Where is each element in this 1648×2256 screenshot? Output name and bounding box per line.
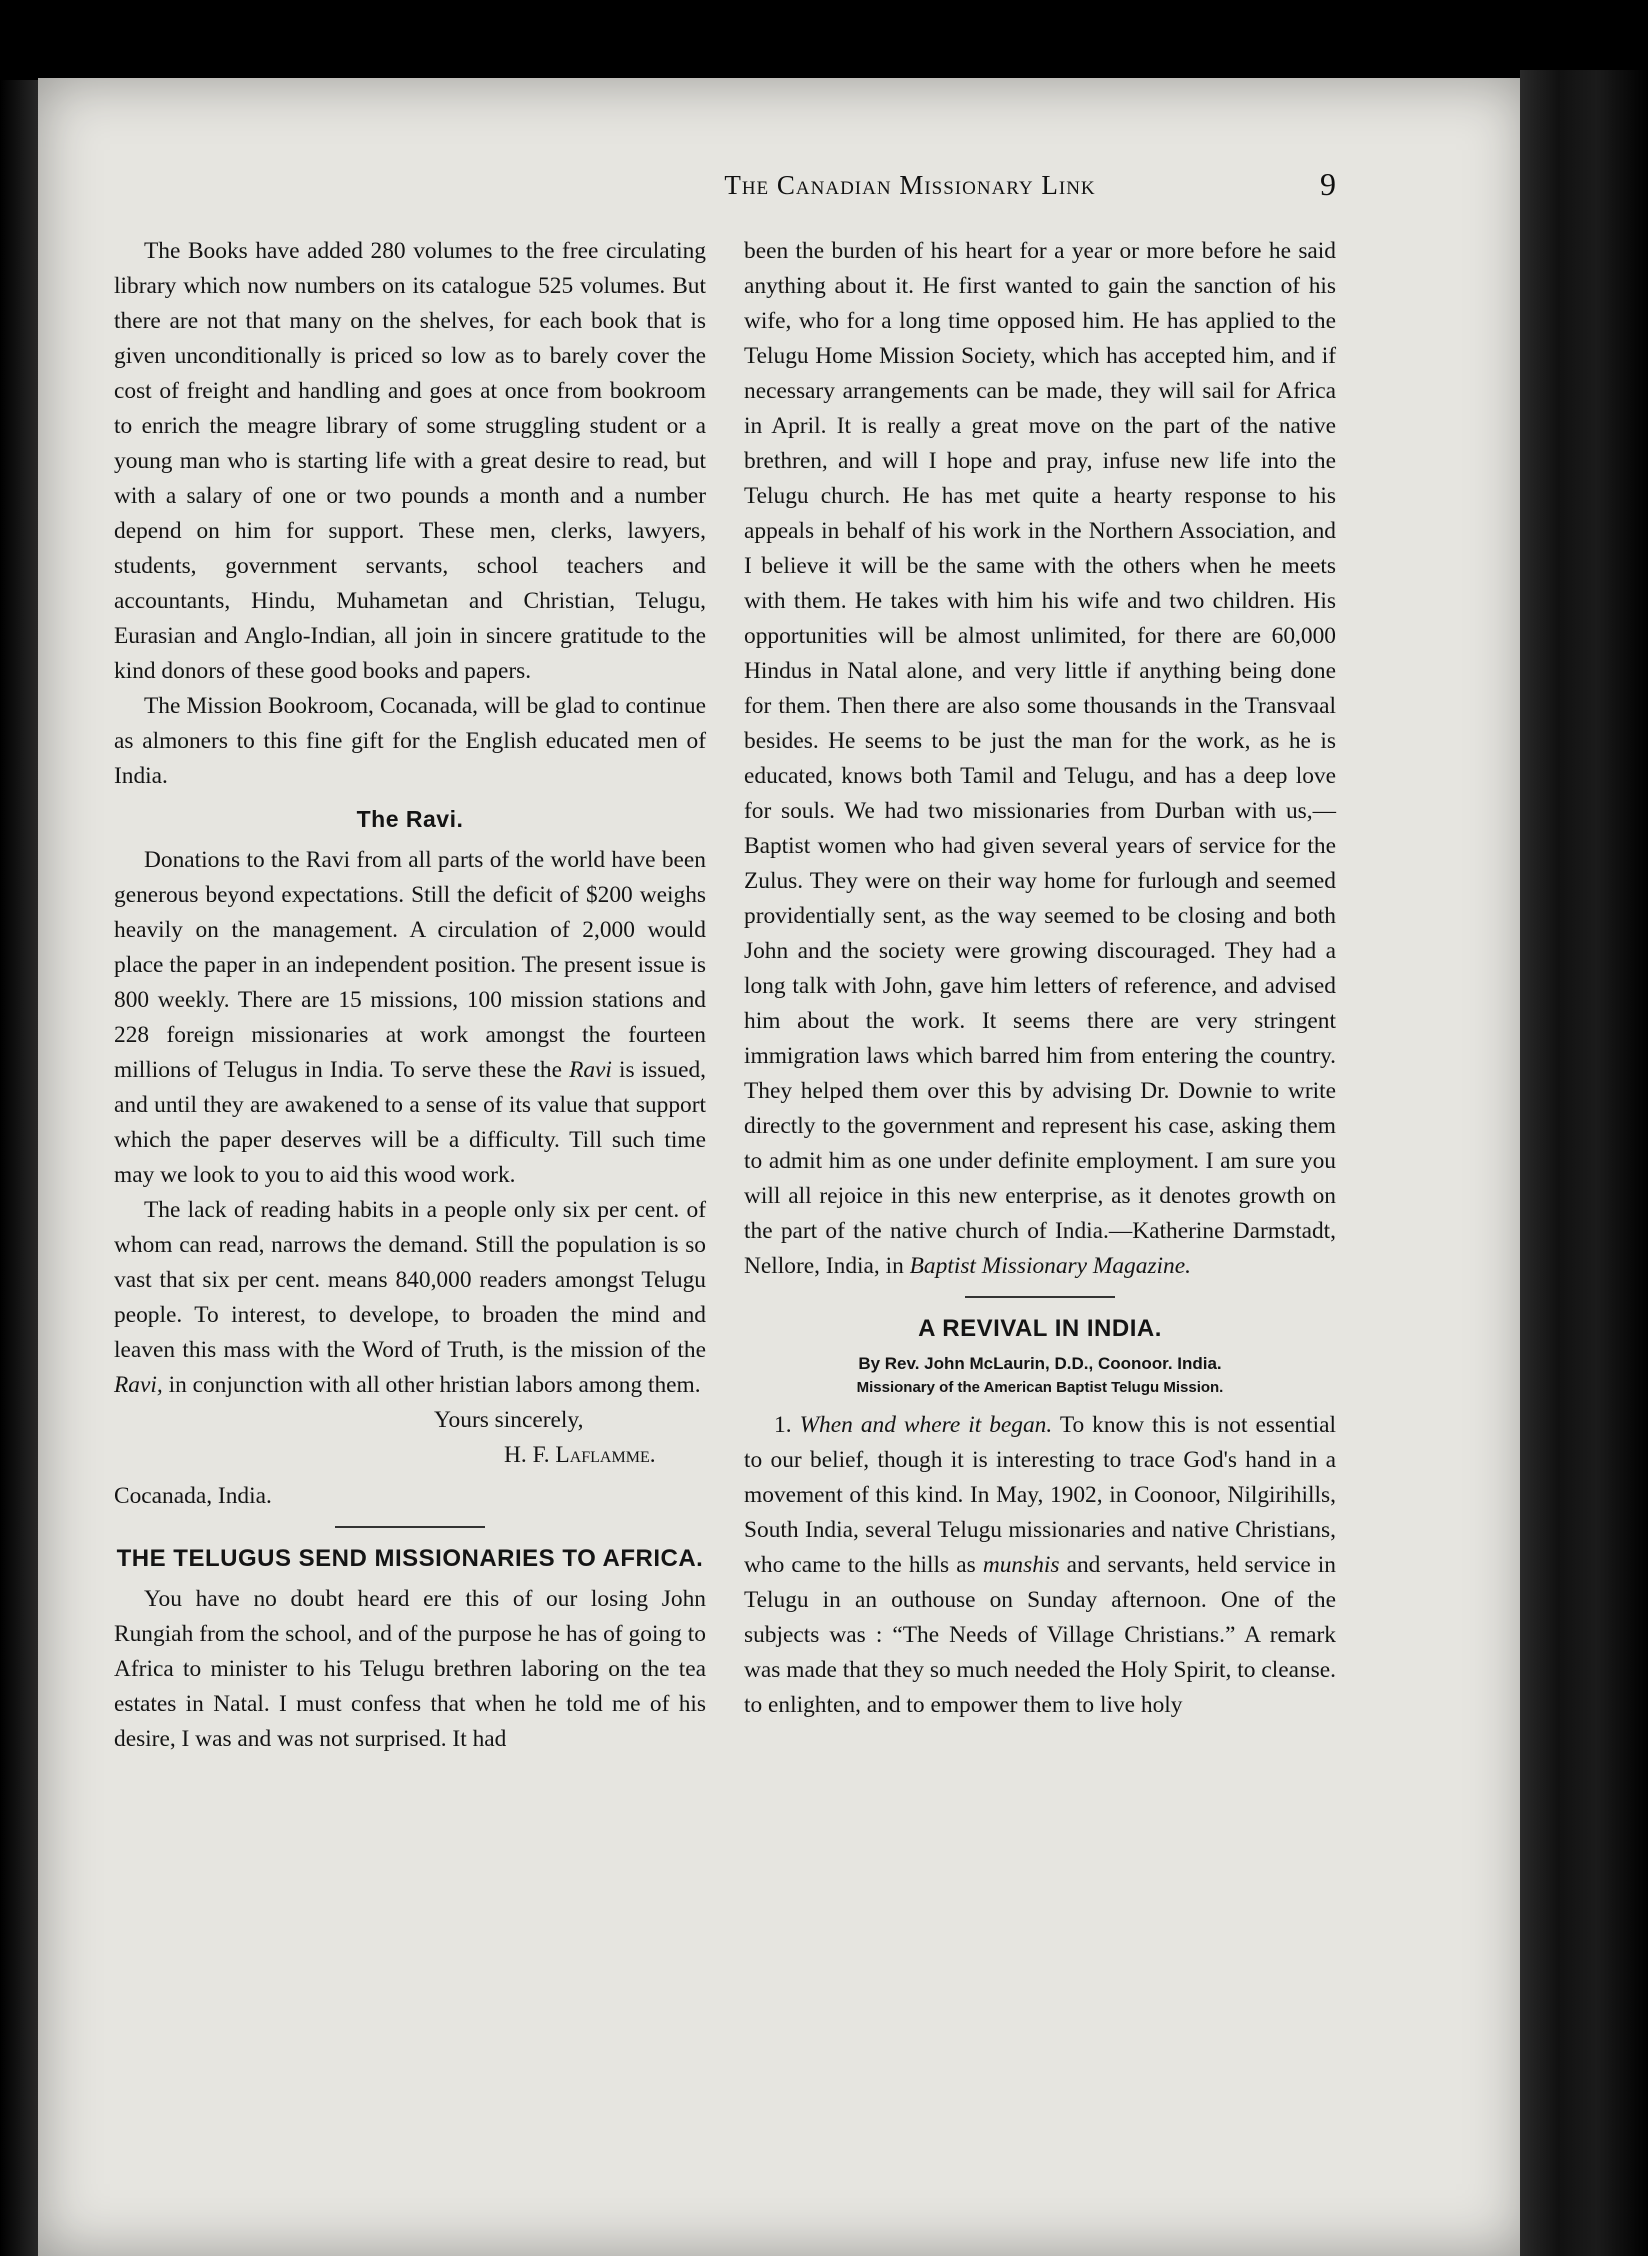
- text-run: in conjunction with all other hristian labors among them.: [162, 1372, 701, 1398]
- place-line: Cocanada, India.: [114, 1483, 272, 1509]
- paragraph-ravi-donations: [114, 843, 706, 1193]
- paragraph-rungiah: You have no doubt heard ere this of our losing John Rungiah from the school, and of the purpose he has of going to Africa to minister to his Telugu brethren laboring on the tea estates in Natal. I must confess that when he told me of his desire, I was and was not surprised. It had: [114, 1586, 706, 1752]
- paragraph-books: The Books have added 280 volumes to the free circulating library which now numbers on its catalogue 525 volumes. But there are not that many on the shelves, for each book that is given unconditionally is priced so low as to barely cover the cost of freight and handling and goes at once from bookroom to enrich the meagre library of some struggling student or a young man who is starting life with a great desire to read, but with a salary of one or two pounds a month and a number depend on him for support. These men, clerks, lawyers, students, government servants, school teachers and accountants, Hindu, Muhametan and Christian, Telugu, Eurasian and Anglo-Indian, all join in sincere gratitude to the kind donors of these good books and papers.: [114, 238, 706, 684]
- paragraph-revival-1: [744, 1408, 1336, 1723]
- paragraph-bookroom: The Mission Bookroom, Cocanada, will be glad to continue as almoners to this fine gift for the English educated men of India.: [114, 693, 706, 789]
- text-run: is issued, and until they are awakened to a sense of its value that support which the paper deserves will be a difficulty. Till such time may we look to you to aid this wood work.: [114, 1057, 706, 1188]
- italic-magazine: Baptist Missionary Magazine.: [909, 1253, 1191, 1279]
- book-spine: [1520, 70, 1648, 2256]
- closing-salutation: Yours sincerely,: [434, 1407, 584, 1433]
- italic-subhead: When and where it began.: [799, 1412, 1053, 1438]
- italic-ravi: Ravi,: [114, 1372, 163, 1398]
- page-number: 9: [1320, 166, 1336, 202]
- text-run: been the burden of his heart for a year or more before he said anything about it. He first wanted to gain the sanction of his wife, who for a long time opposed him. He has applied to the Telugu Home Mission Society, which has accepted him, and if necessary arrangements can be made, they will sail for Africa in April. It is really a great move on the part of the native brethren, and will I hope and pray, infuse new life into the Telugu church. He has met quite a hearty response to his appeals in behalf of his work in the Northern Association, and I believe it will be the same with the others when he meets with them. He takes with him his wife and two children. His opportunities will be almost unlimited, for there are 60,000 Hindus in Natal alone, and very little if anything being done for them. Then there are also some thousands in the Transvaal besides. He seems to be just the man for the work, as he is educated, knows both Tamil and Telugu, and has a deep love for souls. We had two missionaries from Durban with us,—Baptist women who had given several years of service for the Zulus. They were on their way home for furlough and seemed providentially sent, as the way seemed to be closing and both John and the society were growing discouraged. They had a long talk with John, gave him letters of reference, and advised him about the work. It seems there are very stringent immigration laws which barred him from entering the country. They helped them over this by advising Dr. Downie to write directly to the government and represent his case, asking them to admit him as one under definite employment. I am sure you will all rejoice in this new enterprise, as it denotes growth on the part of the native church of India.—Katherine Darmstadt, Nellore, India, in: [744, 238, 1336, 1279]
- book-left-edge: [0, 80, 40, 2256]
- text-run: To know this is not essential to our belief, though it is interesting to trace God's hand in a movement of this kind. In May, 1902, in Coonoor, Nilgirihills, South India, several Telugu missionaries and native Christians, who came to the hills as: [744, 1412, 1336, 1578]
- italic-munshis: munshis: [982, 1552, 1060, 1578]
- paragraph-reading-habits: [114, 1193, 706, 1403]
- item-number: 1.: [774, 1412, 792, 1438]
- running-header: The Canadian Missionary Link: [724, 170, 1096, 200]
- section-title-ravi: The Ravi.: [356, 806, 464, 832]
- paragraph-continued: [744, 234, 1336, 1284]
- text-run: Donations to the Ravi from all parts of the world have been generous beyond expectations. Still the deficit of $200 weighs heavily on the management. A circulation of 2,000 would place the paper in an independent position. The present issue is 800 weekly. There are 15 missions, 100 mission stations and 228 foreign missionaries at work amongst the fourteen millions of Telugus in India. To serve these the: [114, 847, 706, 1083]
- italic-ravi: Ravi: [569, 1057, 612, 1083]
- text-run: and servants, held service in Telugu in an outhouse on Sunday afternoon. One of the subjects was : “The Needs of Village Christians.” A remark was made that they so much needed the Holy Spirit, to cleanse. to enlighten, and to empower them to live holy: [744, 1552, 1336, 1718]
- divider: [965, 1296, 1115, 1298]
- text-run: The lack of reading habits in a people only six per cent. of whom can read, narrows the demand. Still the population is so vast that six per cent. means 840,000 readers amongst Telugu people. To interest, to develope, to broaden the mind and leaven this mass with the Word of Truth, is the mission of the: [114, 1197, 706, 1363]
- signature: H. F. Laflamme.: [504, 1442, 656, 1468]
- right-column: [744, 234, 1336, 1723]
- section-title-telugus: THE TELUGUS SEND MISSIONARIES TO AFRICA.: [116, 1545, 704, 1572]
- divider: [335, 1526, 485, 1528]
- left-column: [114, 234, 706, 1757]
- section-title-revival: A REVIVAL IN INDIA.: [918, 1315, 1162, 1342]
- byline: By Rev. John McLaurin, D.D., Coonoor. India.: [858, 1354, 1222, 1373]
- byline-subtitle: Missionary of the American Baptist Telugu Mission.: [856, 1379, 1224, 1396]
